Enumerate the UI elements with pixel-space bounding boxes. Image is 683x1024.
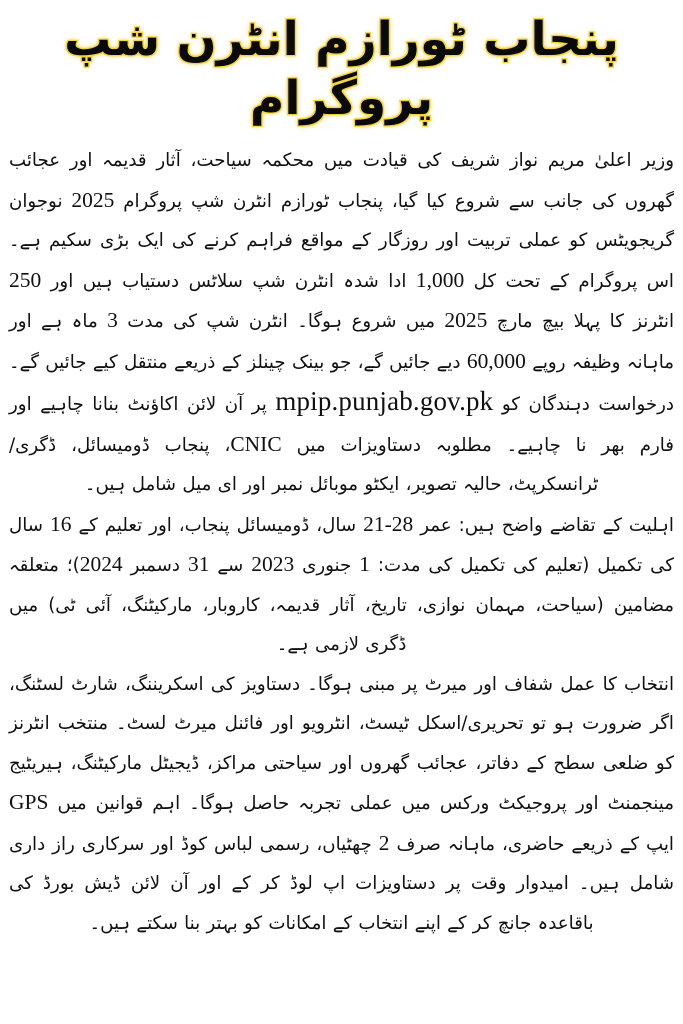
numeric-value: 2 bbox=[378, 830, 390, 855]
numeric-value: 2025 bbox=[71, 187, 115, 212]
website-url[interactable]: mpip.punjab.gov.pk bbox=[275, 386, 494, 417]
numeric-value: 3 bbox=[107, 308, 118, 333]
paragraph-intro: وزیر اعلیٰ مریم نواز شریف کی قیادت میں محکمہ سیاحت، آثار قدیمہ اور عجائب گھروں کی جانب سے شروع کیا گیا، پنجاب ٹورازم انٹرن شپ پروگرام 2025 نوجوان گریجویٹس کو عملی تربیت اور روزگار کے مواقع فراہم کرنے کی ایک بڑی سکیم ہے۔ اس پروگرام کے تحت کل 1,000 ادا شدہ انٹرن شپ سلاٹس دستیاب ہیں اور 250 انٹرنز کا پہلا بیچ مارچ 2025 میں شروع ہوگا۔ انٹرن شپ کی مدت 3 ماہ ہے اور ماہانہ وظیفہ روپے 60,000 دیے جائیں گے، جو بینک چینلز کے ذریعے منتقل کیے جائیں گے۔ درخواست دہندگان کو mpip.punjab.gov.pk پر آن لائن اکاؤنٹ بنانا چاہیے اور فارم بھر نا چاہیے۔ مطلوبہ دستاویزات میں CNIC، پنجاب ڈومیسائل، ڈگری/ٹرانسکرپٹ، حالیہ تصویر، ایکٹو موبائل نمبر اور ای میل شامل ہیں۔ bbox=[9, 150, 675, 496]
numeric-value: 250 bbox=[9, 267, 42, 292]
paragraph-eligibility: اہلیت کے تقاضے واضح ہیں: عمر 21-28 سال، ڈومیسائل پنجاب، اور تعلیم کے 16 سال کی تکمیل (تعلیم کی تکمیل کی مدت: 1 جنوری 2023 سے 31 دسمبر 2024)؛ متعلقہ مضامین (سیاحت، مہمان نوازی، تاریخ، آثار قدیمہ، کاروبار، مارکیٹنگ، آئی ٹی) میں ڈگری لازمی ہے۔ bbox=[9, 511, 674, 656]
page-title bbox=[0, 0, 683, 131]
article-body bbox=[0, 131, 683, 943]
numeric-value: GPS bbox=[9, 790, 49, 815]
paragraph-selection: انتخاب کا عمل شفاف اور میرٹ پر مبنی ہوگا۔ دستاویز کی اسکریننگ، شارٹ لسٹنگ، اگر ضرورت ہو تو تحریری/اسکل ٹیسٹ، انٹرویو اور فائنل میرٹ لسٹ۔ منتخب انٹرنز کو ضلعی سطح کے دفاتر، عجائب گھروں اور سیاحتی مراکز، ڈیجیٹل مارکیٹنگ، ہیریٹیج مینجمنٹ اور پروجیکٹ ورکس میں عملی تجربہ حاصل ہوگا۔ اہم قوانین میں GPS ایپ کے ذریعے حاضری، ماہانہ صرف 2 چھٹیاں، رسمی لباس کوڈ اور سرکاری راز داری شامل ہیں۔ امیدوار وقت پر دستاویزات اپ لوڈ کر کے اور آن لائن ڈیش بورڈ کی باقاعدہ جانچ کر کے اپنے انتخاب کے امکانات کو بہتر بنا سکتے ہیں۔ bbox=[9, 673, 674, 934]
title-line-2: پروگرام bbox=[249, 70, 434, 126]
title-line-1: پنجاب ٹورازم انٹرن شپ bbox=[64, 12, 619, 67]
numeric-value: 21-28 bbox=[363, 511, 414, 536]
numeric-value: 16 bbox=[49, 511, 72, 536]
numeric-value: 31 bbox=[187, 552, 210, 577]
numeric-value: 1 bbox=[359, 552, 370, 577]
numeric-value: 2024 bbox=[79, 552, 123, 577]
numeric-value: CNIC bbox=[230, 431, 282, 456]
numeric-value: 1,000 bbox=[415, 267, 465, 292]
numeric-value: 2025 bbox=[444, 308, 488, 333]
numeric-value: 2023 bbox=[251, 552, 295, 577]
numeric-value: 60,000 bbox=[466, 348, 526, 373]
